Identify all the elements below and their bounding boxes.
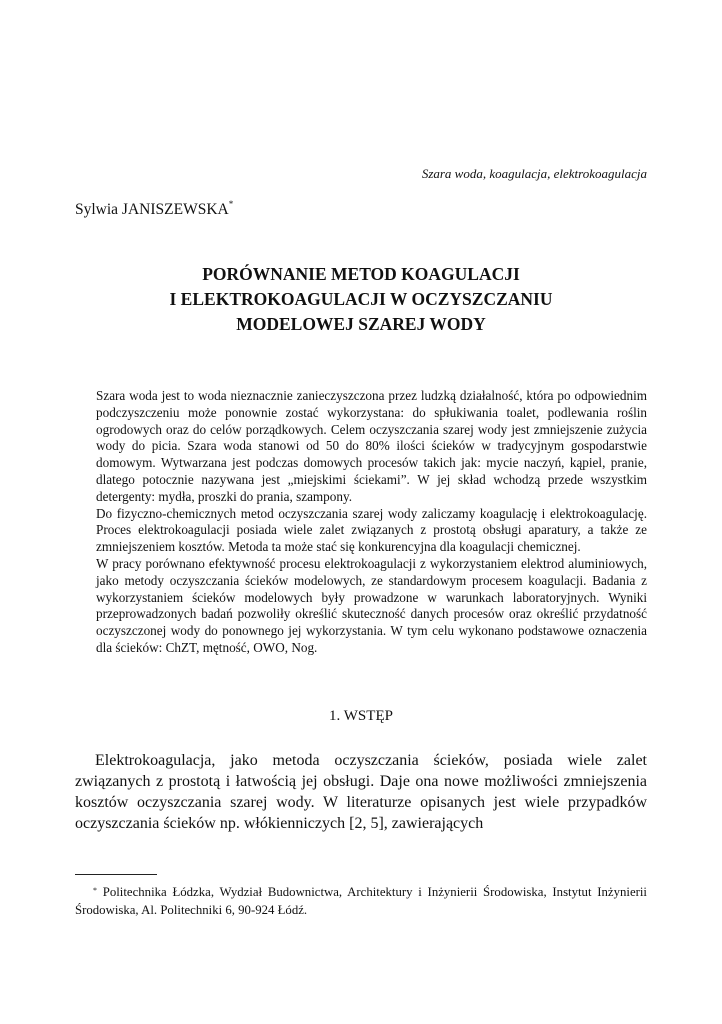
footnote-paragraph <box>75 883 647 919</box>
abstract-paragraph: Szara woda jest to woda nieznacznie zanieczyszczona przez ludzką działalność, która po odpowiednim podczyszczeniu może ponownie zostać wykorzystana: do spłukiwania toalet, podlewania roślin ogrodowych oraz do celów porządkowych. Celem oczyszczania szarej wody jest zmniejszenie zużycia wody do picia. Szara woda stanowi od 50 do 80% ilości ścieków w tradycyjnym gospodarstwie domowym. Wytwarzana jest podczas domowych procesów takich jak: mycie naczyń, kąpiel, pranie, dlatego potocznie nazywana jest „miejskimi ściekami”. W jej skład wchodzą przede wszystkim detergenty: mydła, proszki do prania, szampony. <box>96 388 647 504</box>
keywords-line: Szara woda, koagulacja, elektrokoagulacja <box>421 166 647 181</box>
title-line: MODELOWEJ SZAREJ WODY <box>236 314 486 334</box>
body-text <box>75 750 647 834</box>
author-name: Sylwia JANISZEWSKA <box>75 201 229 218</box>
footnote-separator <box>75 874 157 875</box>
abstract-paragraph: W pracy porównano efektywność procesu elektrokoagulacji z wykorzystaniem elektrod aluminiowych, jako metody oczyszczania ścieków modelowych, ze standardowym procesem koagulacji. Badania z wykorzystaniem ścieków modelowych były prowadzone w warunkach laboratoryjnych. Wyniki przeprowadzonych badań pozwoliły określić skuteczność danych procesów oraz określić przydatność oczyszczonej wody do ponownego jej wykorzystania. W tym celu wykonano podstawowe oznaczenia dla ścieków: ChZT, mętność, OWO, Nog. <box>96 555 647 655</box>
abstract <box>96 388 647 657</box>
author-line <box>75 201 233 219</box>
body-paragraph: Elektrokoagulacja, jako metoda oczyszczania ścieków, posiada wiele zalet związanych z prostotą i łatwością jej obsługi. Daje ona nowe możliwości zmniejszenia kosztów oczyszczania szarej wody. W literaturze opisanych jest wiele przypadków oczyszczania ścieków np. włókienniczych [2, 5], zawierających <box>75 752 647 832</box>
author-footnote-mark: * <box>228 199 234 209</box>
footnote <box>75 883 647 919</box>
section-heading: 1. WSTĘP <box>329 708 393 724</box>
paper-title <box>75 262 647 337</box>
title-line: PORÓWNANIE METOD KOAGULACJI <box>202 264 520 284</box>
footnote-mark: * <box>93 886 97 895</box>
abstract-paragraph: Do fizyczno-chemicznych metod oczyszczania szarej wody zaliczamy koagulację i elektrokoagulację. Proces elektrokoagulacji posiada wiele zalet związanych z prostotą obsługi aparatury, a także ze zmniejszeniem kosztów. Metoda ta może stać się konkurencyjna dla koagulacji chemicznej. <box>96 505 647 555</box>
footnote-text: Politechnika Łódzka, Wydział Budownictwa, Architektury i Inżynierii Środowiska, Instytut Inżynierii Środowiska, Al. Politechniki 6, 90-924 Łódź. <box>75 885 647 917</box>
title-line: I ELEKTROKOAGULACJI W OCZYSZCZANIU <box>169 289 553 309</box>
